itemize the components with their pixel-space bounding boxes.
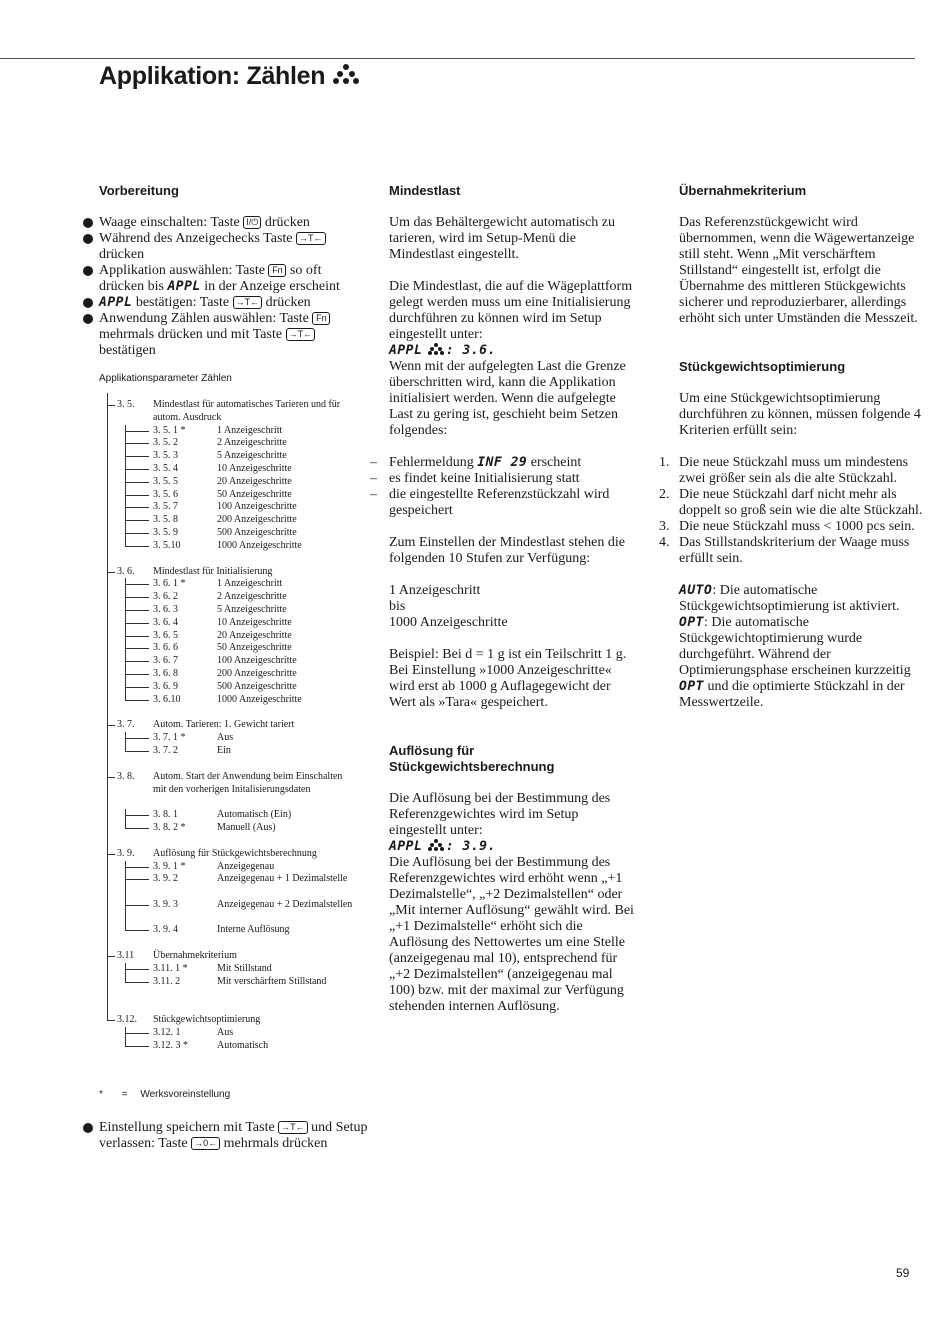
param-option — [99, 463, 369, 476]
option-number: 3. 6. 5 — [153, 629, 178, 641]
param-label: Autom. Start der Anwendung beim Einschalten mit den vorherigen Initalisierungsdaten — [153, 770, 343, 795]
option-label: 100 Anzeigeschritte — [217, 655, 297, 667]
text: erscheint — [527, 455, 582, 470]
param-option — [99, 873, 369, 899]
counting-dots-icon — [428, 839, 444, 851]
param-label: Mindestlast für Initialisierung — [153, 565, 273, 577]
paragraph: Die Auflösung bei der Bestimmung des Referenzgewichtes wird erhöht wenn „+1 Dezimalstelle“, „+2 Dezimalstellen“ oder „Mit interner Auflösung“ gewählt wird. Bei „+1 Dezimalstelle“ erhöht sich die Auflösung des Nettowertes um eine Stelle (anzeigegenau mal 10), entsprechend für „+2 Dezimalstellen“ (anzeigegenau mal 100) bzw. mit der maximal zur Verfügung stehenden internen Auflösung. — [389, 855, 634, 1014]
option-number: 3. 6. 4 — [153, 616, 178, 628]
param-option — [99, 476, 369, 489]
item-text: Die neue Stückzahl muss um mindestens zwei größer sein als die alte Stückzahl. — [679, 455, 909, 486]
param-number: 3. 8. — [117, 770, 135, 782]
param-group-header — [99, 719, 369, 732]
option-label: 50 Anzeigeschritte — [217, 488, 292, 500]
text: mehrmals drücken und mit Taste — [99, 327, 286, 342]
param-option — [99, 963, 369, 976]
setup-code: APPL : 3.9. — [389, 839, 496, 854]
item-number: 4. — [659, 535, 670, 550]
option-label: Mit Stillstand — [217, 963, 272, 975]
parameter-tree — [99, 399, 369, 1053]
option-number: 3. 9. 4 — [153, 924, 178, 936]
option-number: 3. 6. 9 — [153, 680, 178, 692]
bullet-icon — [83, 218, 93, 228]
param-label: Übernahmekriterium — [153, 950, 237, 962]
heading-optimierung: Stückgewichtsoptimierung — [679, 359, 846, 374]
bullet-icon — [83, 298, 93, 308]
tree-connector — [125, 1027, 126, 1046]
option-label: 10 Anzeigeschritte — [217, 616, 292, 628]
dash-marker: – — [370, 471, 377, 486]
paragraph: Das Referenzstückgewicht wird übernommen, wenn die Wägewertanzeige still steht. Wenn „Mit verschärftem Stillstand“ eingestellt ist, erfolgt die Übernahme des mittleren Stückgewichts sicherer und reproduzierbarer, allerdings erhöht sich unter Umständen die Messzeit. — [679, 215, 918, 326]
text: drücken — [99, 247, 145, 262]
text: in der Anzeige erscheint — [200, 279, 340, 294]
option-label: Anzeigegenau + 2 Dezimalstellen — [217, 898, 353, 910]
tree-connector — [125, 636, 149, 637]
list-item — [370, 455, 639, 471]
key-icon: I/⏻ — [243, 216, 261, 229]
text: Anwendung Zählen auswählen: Taste — [99, 311, 313, 326]
column-mindestlast — [370, 183, 639, 1031]
option-number: 3. 5. 7 — [153, 501, 178, 513]
param-option — [99, 694, 369, 707]
tree-connector — [125, 905, 149, 906]
tree-connector — [125, 809, 126, 828]
range: 1 Anzeigeschritt bis 1000 Anzeigeschritte — [389, 583, 508, 630]
param-group — [99, 950, 369, 1001]
param-option — [99, 924, 369, 937]
display-code: APPL — [167, 279, 201, 294]
paragraph: Beispiel: Bei d = 1 g ist ein Teilschritt 1 g. Bei Einstellung »1000 Anzeigeschritte« wird erst ab 1000 g Auflagegewicht der Wert als »Tara« gespeichert. — [389, 647, 627, 710]
option-label: Automatisch (Ein) — [217, 809, 292, 821]
param-number: 3. 9. — [117, 847, 135, 859]
option-label: 50 Anzeigeschritte — [217, 642, 292, 654]
paragraph: Um eine Stückgewichtsoptimierung durchführen zu können, müssen folgende 4 Kriterien erfüllt sein: — [679, 391, 921, 438]
param-group-header — [99, 566, 369, 579]
text: bestätigen — [99, 343, 156, 358]
footnote-text: Werksvoreinstellung — [140, 1089, 231, 1100]
key-icon: →T← — [296, 232, 326, 245]
page-number: 59 — [896, 1266, 910, 1280]
option-label: 10 Anzeigeschritte — [217, 462, 292, 474]
option-number: 3. 6. 8 — [153, 667, 178, 679]
param-label: Auflösung für Stückgewichtsberechnung — [153, 847, 317, 859]
param-option — [99, 514, 369, 527]
option-label: 200 Anzeigeschritte — [217, 514, 297, 526]
list-item — [659, 487, 924, 519]
param-option — [99, 425, 369, 438]
option-number: 3. 8. 1 — [153, 809, 178, 821]
footnote — [99, 1089, 230, 1100]
list-item — [370, 471, 639, 487]
footnote-equals: = — [121, 1089, 128, 1100]
option-number: 3. 6. 1 * — [153, 578, 186, 590]
tree-connector — [107, 572, 115, 573]
heading-vorbereitung: Vorbereitung — [99, 183, 179, 198]
option-label: Manuell (Aus) — [217, 821, 276, 833]
key-icon: →0← — [191, 1137, 220, 1150]
param-option — [99, 899, 369, 925]
option-number: 3. 5. 8 — [153, 514, 178, 526]
tree-connector — [125, 687, 149, 688]
list-item — [99, 311, 369, 359]
tree-connector — [107, 956, 115, 957]
param-option — [99, 681, 369, 694]
option-label: 5 Anzeigeschritte — [217, 450, 287, 462]
param-number: 3. 7. — [117, 719, 135, 731]
tree-connector — [125, 700, 149, 701]
dash-marker: – — [370, 455, 377, 470]
tree-connector — [125, 520, 149, 521]
param-group — [99, 399, 369, 553]
option-label: 200 Anzeigeschritte — [217, 667, 297, 679]
option-label: 500 Anzeigeschritte — [217, 680, 297, 692]
dash-marker: – — [370, 487, 377, 502]
heading-aufloesung: Auflösung für Stückgewichtsberechnung — [389, 743, 555, 774]
list-item — [370, 487, 639, 519]
option-label: 20 Anzeigeschritte — [217, 475, 292, 487]
option-label: 2 Anzeigeschritte — [217, 437, 287, 449]
option-number: 3. 5. 6 — [153, 488, 178, 500]
param-label: Stückgewichtsoptimierung — [153, 1014, 261, 1026]
tree-connector — [125, 982, 149, 983]
option-number: 3. 6. 7 — [153, 655, 178, 667]
setup-code: APPL : 3.6. — [389, 343, 496, 358]
key-icon: Fn — [268, 264, 286, 277]
option-label: Mit verschärftem Stillstand — [217, 975, 327, 987]
option-label: 2 Anzeigeschritte — [217, 591, 287, 603]
param-label: Autom. Tarieren: 1. Gewicht tariert — [153, 719, 295, 731]
option-number: 3. 8. 2 * — [153, 821, 186, 833]
item-number: 3. — [659, 519, 670, 534]
option-number: 3. 5. 5 — [153, 475, 178, 487]
tree-connector — [107, 393, 108, 1020]
text: so oft drücken bis — [99, 263, 322, 294]
top-rule — [0, 58, 915, 59]
tree-connector — [125, 584, 149, 585]
param-option — [99, 527, 369, 540]
option-number: 3.12. 1 — [153, 1027, 181, 1039]
paragraph: Um das Behältergewicht automatisch zu tarieren, wird im Setup-Menü die Mindestlast eingestellt. — [389, 215, 616, 262]
item-text: Die neue Stückzahl muss < 1000 pcs sein. — [679, 519, 915, 534]
param-option — [99, 1040, 369, 1053]
param-option — [99, 655, 369, 668]
tree-connector — [125, 443, 149, 444]
option-number: 3. 7. 1 * — [153, 732, 186, 744]
param-title: Applikationsparameter Zählen — [99, 373, 232, 384]
text: Waage einschalten: Taste — [99, 215, 244, 230]
tree-connector — [125, 930, 149, 931]
tree-connector — [125, 1046, 149, 1047]
bullet-icon — [83, 234, 93, 244]
option-label: Aus — [217, 732, 234, 744]
option-number: 3. 5. 1 * — [153, 424, 186, 436]
option-label: Interne Auflösung — [217, 924, 290, 936]
param-option — [99, 1027, 369, 1040]
bullet-icon — [83, 266, 93, 276]
param-option — [99, 809, 369, 822]
tree-connector — [125, 648, 149, 649]
tree-connector — [125, 546, 149, 547]
key-icon: →T← — [233, 296, 263, 309]
option-label: Ein — [217, 744, 231, 756]
tree-connector — [125, 963, 126, 982]
column-vorbereitung — [99, 183, 369, 1066]
param-group — [99, 771, 369, 835]
tree-connector — [125, 861, 126, 931]
tree-connector — [125, 674, 149, 675]
tree-connector — [125, 738, 149, 739]
param-option — [99, 630, 369, 643]
counting-dots-icon — [428, 343, 444, 355]
display-code: INF 29 — [477, 455, 528, 470]
param-option — [99, 822, 369, 835]
text: es findet keine Initialisierung statt — [389, 471, 580, 486]
list-item — [99, 215, 369, 231]
list-item — [659, 455, 924, 487]
param-group — [99, 848, 369, 938]
option-number: 3. 5. 4 — [153, 462, 178, 474]
item-text: Das Stillstandskriterium der Waage muss erfüllt sein. — [679, 535, 910, 566]
param-group-header — [99, 848, 369, 861]
option-label: Anzeigegenau — [217, 860, 275, 872]
option-number: 3. 9. 2 — [153, 873, 178, 885]
param-group — [99, 719, 369, 757]
param-option — [99, 501, 369, 514]
option-number: 3. 5. 3 — [153, 450, 178, 462]
key-icon: Fn — [312, 312, 330, 325]
text: mehrmals drücken — [220, 1136, 328, 1151]
tree-connector — [125, 578, 126, 699]
text: Während des Anzeigechecks Taste — [99, 231, 297, 246]
tree-connector — [107, 777, 115, 778]
param-option — [99, 604, 369, 617]
text: Einstellung speichern mit Taste — [99, 1120, 279, 1135]
footnote-star: * — [99, 1089, 103, 1100]
param-option — [99, 668, 369, 681]
option-label: Aus — [217, 1027, 234, 1039]
param-group — [99, 566, 369, 707]
option-label: 1 Anzeigeschritt — [217, 424, 283, 436]
tree-connector — [107, 405, 115, 406]
text: drücken — [262, 295, 311, 310]
param-option — [99, 976, 369, 1002]
list-item — [99, 295, 369, 311]
heading-uebernahmekriterium: Übernahmekriterium — [679, 183, 807, 198]
paragraph: Die Mindestlast, die auf die Wägeplattform gelegt werden muss um eine Initialisierung durchführen zu können wird im Setup eingestellt unter: — [389, 279, 633, 342]
option-number: 3.11. 1 * — [153, 963, 188, 975]
param-option — [99, 437, 369, 450]
tree-connector — [125, 425, 126, 546]
preparation-steps — [99, 215, 369, 359]
param-label: Mindestlast für automatisches Tarieren und für autom. Ausdruck — [153, 399, 341, 423]
text: Fehlermeldung — [389, 455, 478, 470]
option-label: 1 Anzeigeschritt — [217, 578, 283, 590]
tree-connector — [125, 495, 149, 496]
tree-connector — [107, 854, 115, 855]
tree-connector — [125, 431, 149, 432]
param-group-header — [99, 771, 369, 809]
paragraph: Zum Einstellen der Mindestlast stehen die folgenden 10 Stufen zur Verfügung: — [389, 535, 626, 566]
option-number: 3. 5.10 — [153, 539, 181, 551]
column-uebernahme — [659, 183, 924, 711]
page-title: Applikation: Zählen — [99, 62, 359, 91]
param-group-header — [99, 399, 369, 425]
param-option — [99, 745, 369, 758]
tree-connector — [125, 732, 126, 751]
option-number: 3. 6.10 — [153, 693, 181, 705]
option-number: 3.12. 3 * — [153, 1040, 188, 1052]
param-group-header — [99, 950, 369, 963]
param-option — [99, 642, 369, 655]
bullet-icon — [83, 314, 93, 324]
item-number: 2. — [659, 487, 670, 502]
param-option — [99, 732, 369, 745]
list-item — [99, 231, 369, 263]
tree-connector — [125, 623, 149, 624]
option-label: 5 Anzeigeschritte — [217, 603, 287, 615]
key-icon: →T← — [286, 328, 316, 341]
final-step — [99, 1120, 369, 1152]
param-option — [99, 450, 369, 463]
list-item — [659, 535, 924, 567]
text: die eingestellte Referenzstückzahl wird gespeichert — [389, 487, 610, 518]
tree-connector — [125, 482, 149, 483]
param-number: 3. 5. — [117, 399, 135, 410]
option-label: 500 Anzeigeschritte — [217, 526, 297, 538]
tree-connector — [125, 751, 149, 752]
final-step-text — [99, 1120, 368, 1151]
list-item — [99, 263, 369, 295]
param-group-header — [99, 1014, 369, 1027]
criteria-list — [659, 455, 924, 567]
option-label: Automatisch — [217, 1040, 269, 1052]
error-list — [370, 455, 639, 519]
tree-connector — [125, 507, 149, 508]
tree-connector — [125, 828, 149, 829]
opt-note: OPT: Die automatische Stückgewichtoptimierung wurde durchgeführt. Während der Optimierungsphase erscheinen kurzzeitig OPT und die optimierte Stückzahl in der Messwertzeile. — [679, 615, 911, 710]
tree-connector — [125, 456, 149, 457]
option-label: 20 Anzeigeschritte — [217, 629, 292, 641]
tree-connector — [125, 661, 149, 662]
item-number: 1. — [659, 455, 670, 470]
auto-note: AUTO: Die automatische Stückgewichtsoptimierung ist aktiviert. — [679, 583, 900, 614]
param-option — [99, 617, 369, 630]
param-option — [99, 861, 369, 874]
tree-connector — [125, 597, 149, 598]
option-number: 3. 6. 6 — [153, 642, 178, 654]
param-option — [99, 540, 369, 553]
param-number: 3.11 — [117, 950, 135, 962]
tree-connector — [125, 815, 149, 816]
tree-connector — [125, 969, 149, 970]
paragraph: Wenn mit der aufgelegten Last die Grenze überschritten wird, kann die Applikation initialisiert werden. Wenn die aufgelegte Last zu gering ist, geschieht beim Setzen folgendes: — [389, 359, 626, 438]
param-option — [99, 489, 369, 502]
param-number: 3. 6. — [117, 565, 135, 577]
option-number: 3. 5. 2 — [153, 437, 178, 449]
key-icon: →T← — [278, 1121, 308, 1134]
counting-dots-icon — [333, 64, 359, 86]
option-number: 3. 7. 2 — [153, 744, 178, 756]
item-text: Die neue Stückzahl darf nicht mehr als doppelt so groß sein wie die alte Stückzahl. — [679, 487, 923, 518]
list-item — [659, 519, 924, 535]
tree-connector — [125, 469, 149, 470]
text: und Setup verlassen: Taste — [99, 1120, 368, 1151]
tree-connector — [125, 879, 149, 880]
tree-connector — [107, 725, 115, 726]
option-number: 3. 5. 9 — [153, 526, 178, 538]
text: drücken — [261, 215, 310, 230]
option-number: 3. 6. 3 — [153, 603, 178, 615]
option-label: Anzeigegenau + 1 Dezimalstelle — [217, 873, 348, 885]
option-label: 100 Anzeigeschritte — [217, 501, 297, 513]
param-option — [99, 591, 369, 604]
bullet-icon — [83, 1123, 93, 1133]
display-code: APPL — [99, 295, 133, 310]
param-group — [99, 1014, 369, 1052]
tree-connector — [125, 1033, 149, 1034]
tree-connector — [107, 1020, 115, 1021]
tree-connector — [125, 867, 149, 868]
option-number: 3. 9. 1 * — [153, 860, 186, 872]
option-label: 1000 Anzeigeschritte — [217, 693, 302, 705]
param-option — [99, 578, 369, 591]
tree-connector — [125, 533, 149, 534]
heading-mindestlast: Mindestlast — [389, 183, 461, 198]
tree-connector — [125, 610, 149, 611]
option-label: 1000 Anzeigeschritte — [217, 539, 302, 551]
paragraph: Die Auflösung bei der Bestimmung des Referenzgewichtes wird im Setup eingestellt unter: — [389, 791, 611, 838]
text: Applikation auswählen: Taste — [99, 263, 269, 278]
text: bestätigen: Taste — [132, 295, 233, 310]
option-number: 3. 9. 3 — [153, 898, 178, 910]
option-number: 3.11. 2 — [153, 975, 181, 987]
param-number: 3.12. — [117, 1014, 137, 1026]
option-number: 3. 6. 2 — [153, 591, 178, 603]
